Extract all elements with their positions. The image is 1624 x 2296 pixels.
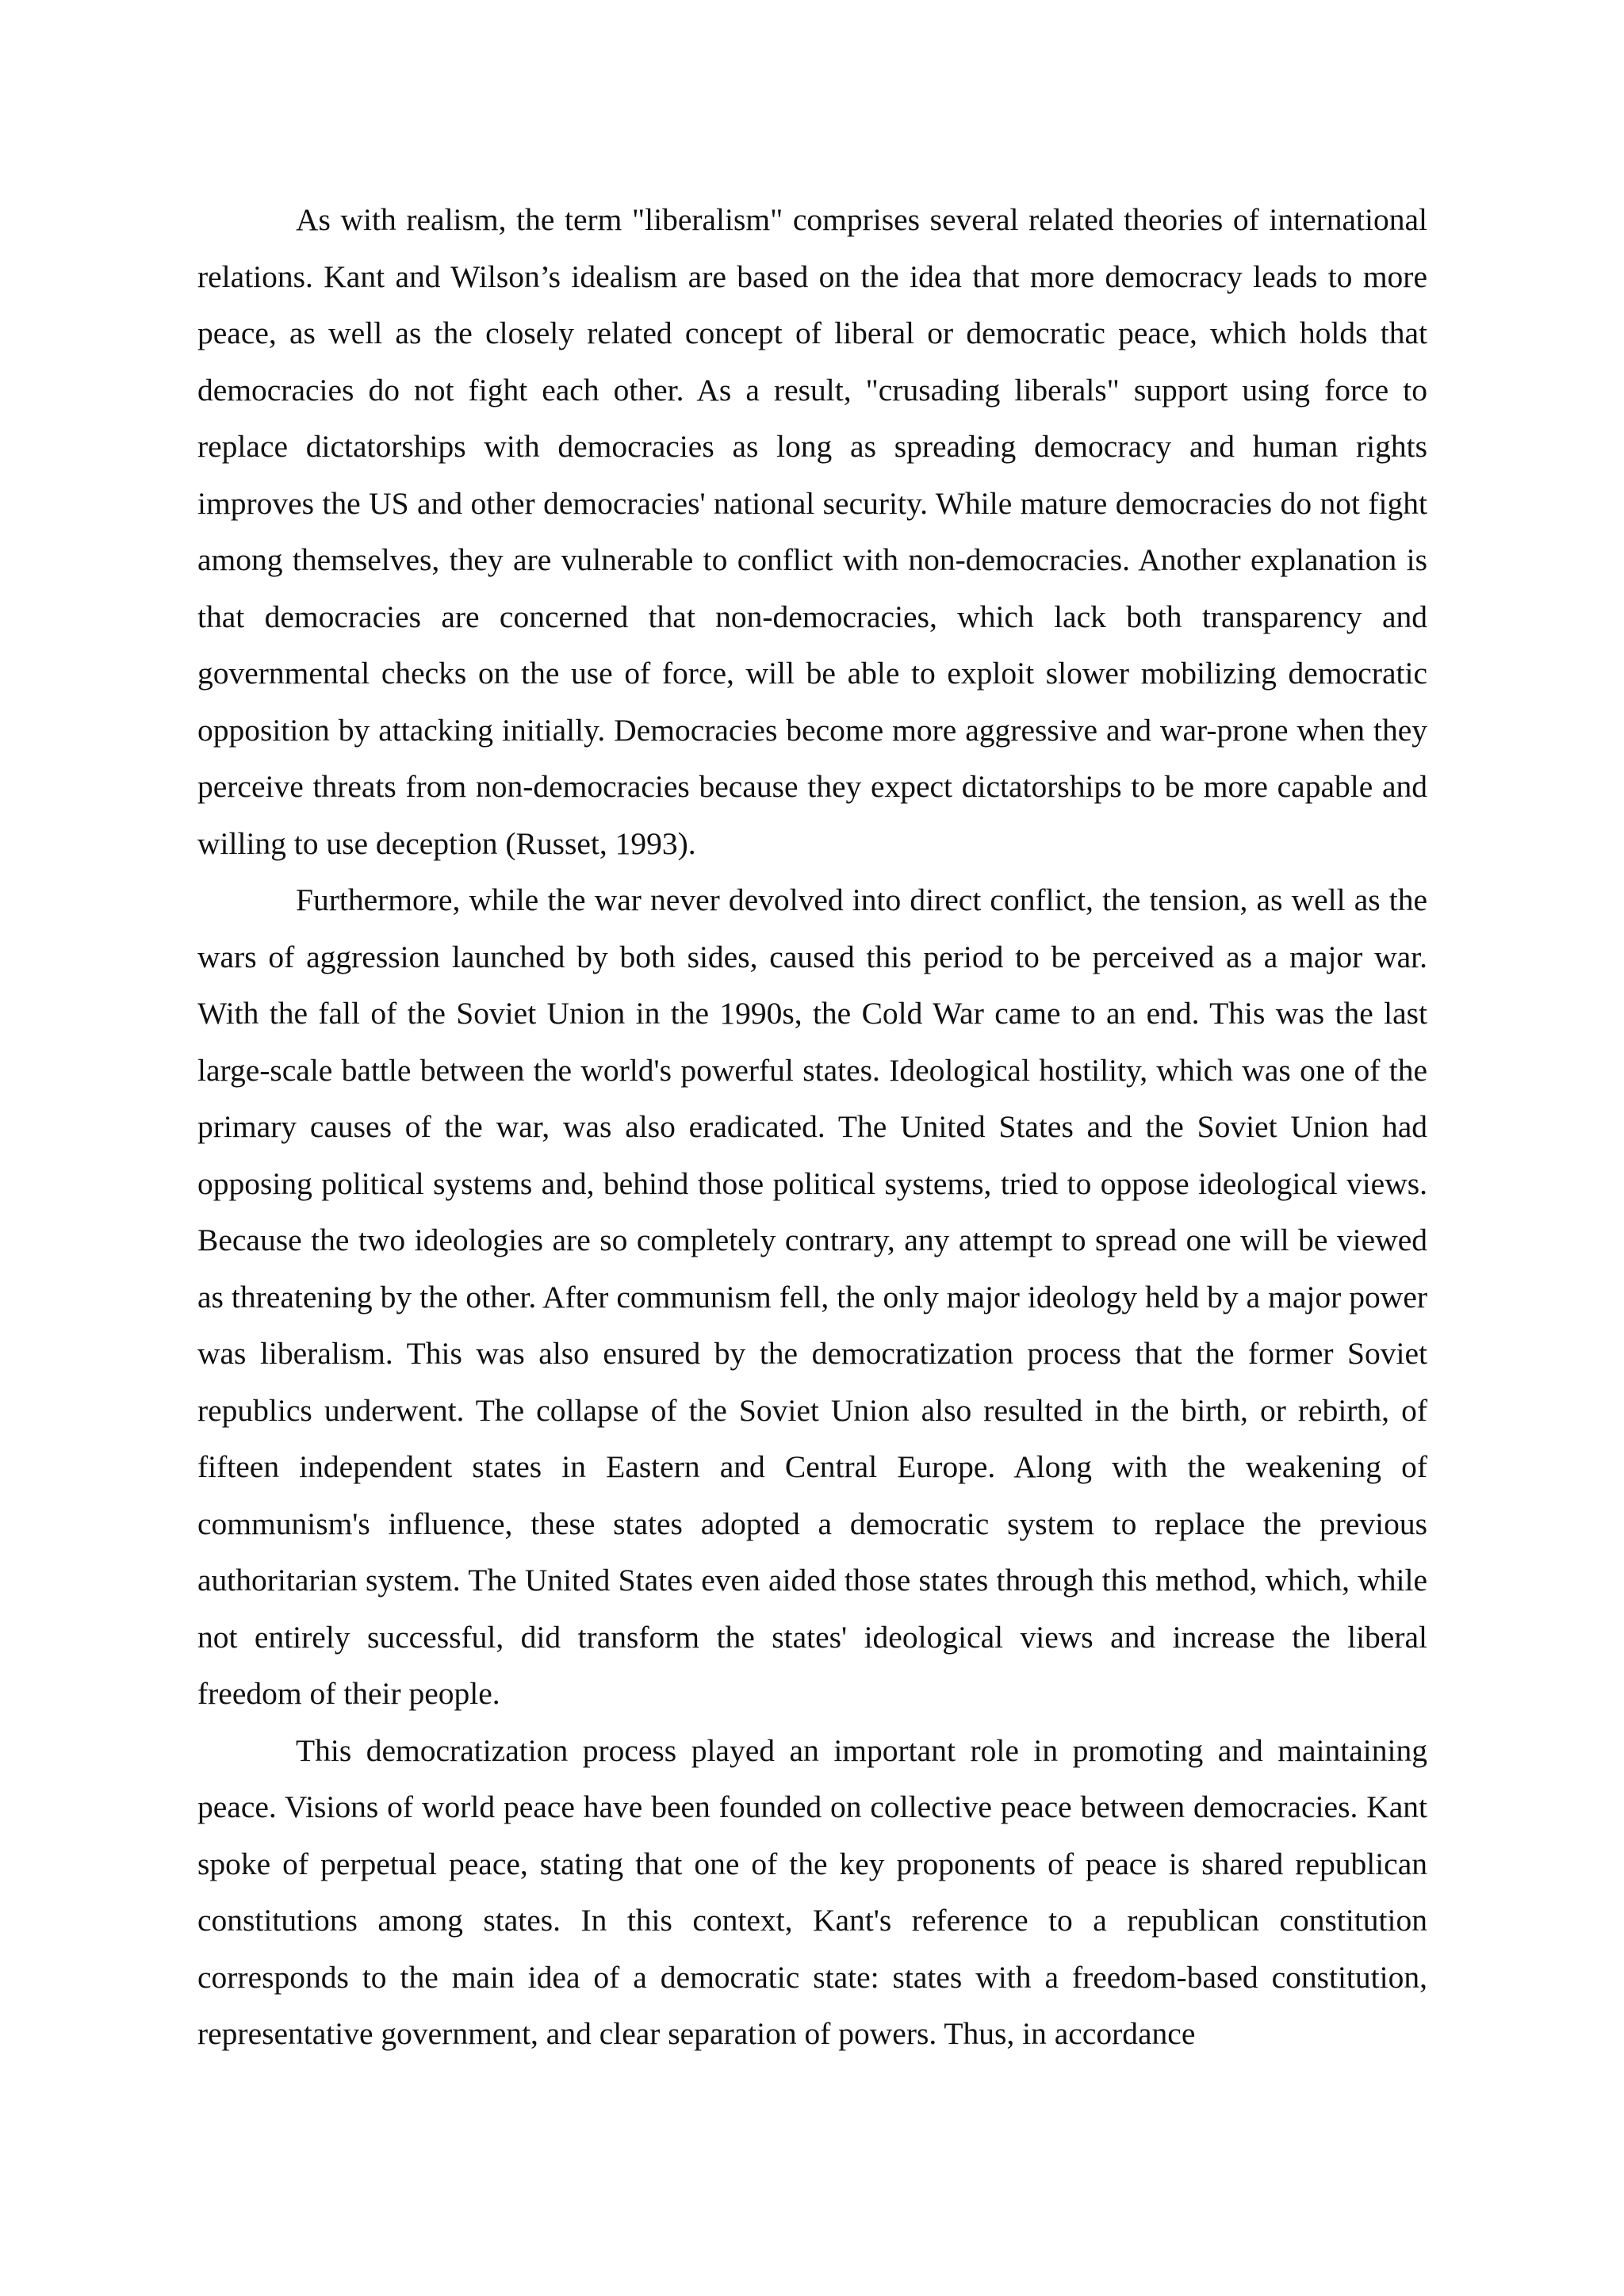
body-text xyxy=(197,192,1427,2063)
paragraph-cold-war-end: Furthermore, while the war never devolved into direct conflict, the tension, as well as the wars of aggression launched by both sides, caused this period to be perceived as a major war. With the fall of the Soviet Union in the 1990s, the Cold War came to an end. This was the last large-scale battle between the world's powerful states. Ideological hostility, which was one of the primary causes of the war, was also eradicated. The United States and the Soviet Union had opposing political systems and, behind those political systems, tried to oppose ideological views. Because the two ideologies are so completely contrary, any attempt to spread one will be viewed as threatening by the other. After communism fell, the only major ideology held by a major power was liberalism. This was also ensured by the democratization process that the former Soviet republics underwent. The collapse of the Soviet Union also resulted in the birth, or rebirth, of fifteen independent states in Eastern and Central Europe. Along with the weakening of communism's influence, these states adopted a democratic system to replace the previous authoritarian system. The United States even aided those states through this method, which, while not entirely successful, did transform the states' ideological views and increase the liberal freedom of their people. xyxy=(197,882,1427,1711)
paragraph-liberalism-theories: As with realism, the term "liberalism" comprises several related theories of international relations. Kant and Wilson’s idealism are based on the idea that more democracy leads to more peace, as well as the closely related concept of liberal or democratic peace, which holds that democracies do not fight each other. As a result, "crusading liberals" support using force to replace dictatorships with democracies as long as spreading democracy and human rights improves the US and other democracies' national security. While mature democracies do not fight among themselves, they are vulnerable to conflict with non-democracies. Another explanation is that democracies are concerned that non-democracies, which lack both transparency and governmental checks on the use of force, will be able to exploit slower mobilizing democratic opposition by attacking initially. Democracies become more aggressive and war-prone when they perceive threats from non-democracies because they expect dictatorships to be more capable and willing to use deception (Russet, 1993). xyxy=(197,202,1427,861)
paragraph-democratization-peace: This democratization process played an important role in promoting and maintaining peace. Visions of world peace have been founded on collective peace between democracies. Kant spoke of perpetual peace, stating that one of the key proponents of peace is shared republican constitutions among states. In this context, Kant's reference to a republican constitution corresponds to the main idea of a democratic state: states with a freedom-based constitution, representative government, and clear separation of powers. Thus, in accordance xyxy=(197,1732,1427,2051)
